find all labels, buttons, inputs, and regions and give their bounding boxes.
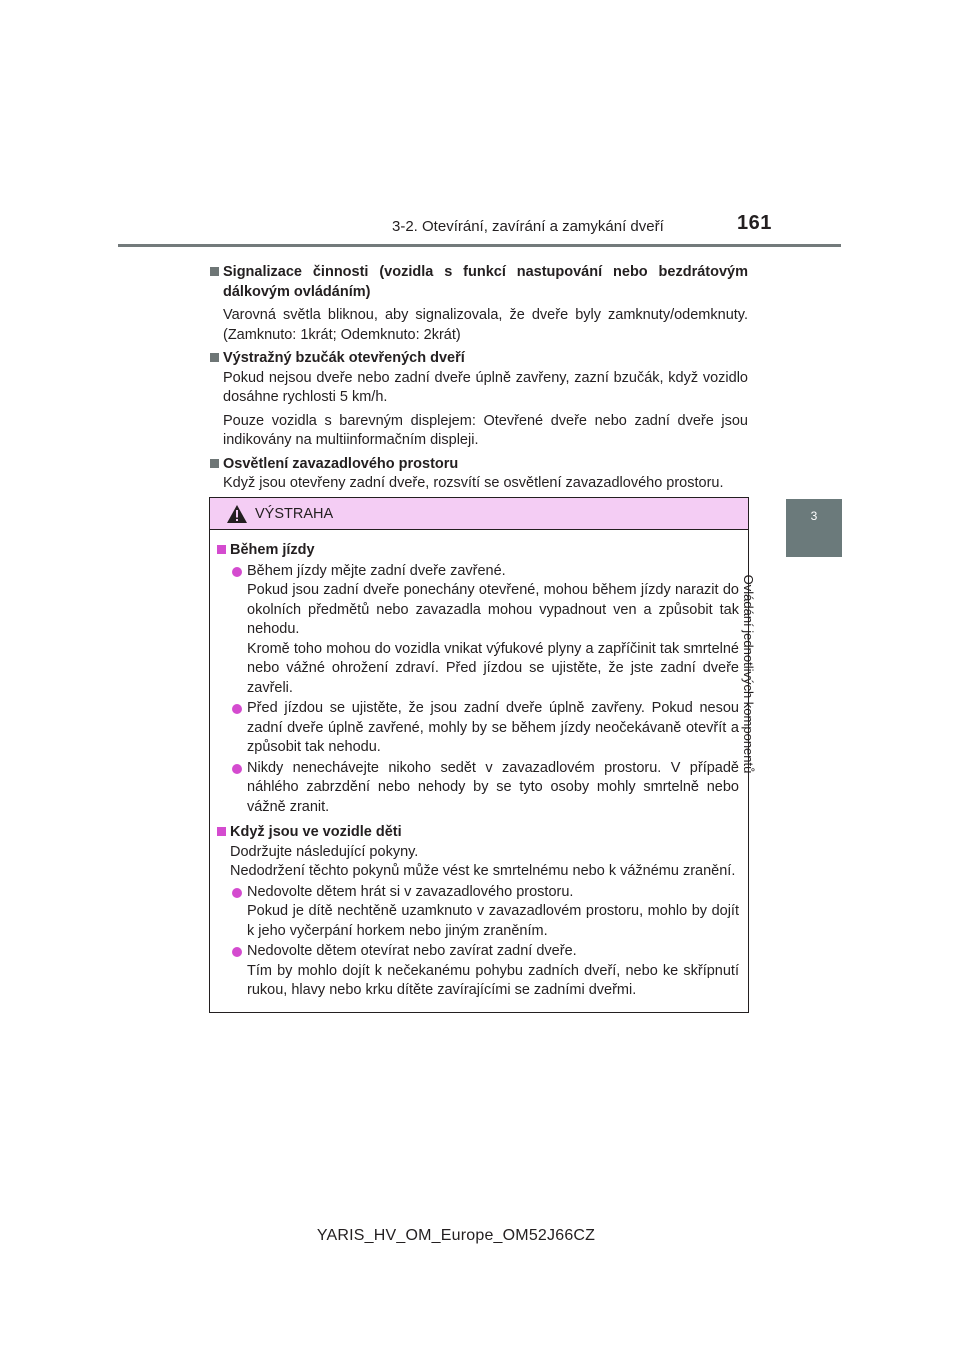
round-bullet-icon: [232, 947, 242, 957]
warning-group: [217, 843, 739, 1001]
section-header: 3-2. Otevírání, zavírání a zamykání dveří: [392, 218, 664, 235]
warning-header: [210, 498, 748, 530]
header-divider: [118, 244, 841, 247]
warning-bullet: Nikdy nenechávejte nikoho sedět v zavazadlovém prostoru. V případě náhlého zabrzdění nebo nehody by se tyto osoby mohly smrtelně nebo vážně zranit.: [230, 759, 739, 818]
paragraph: Když jsou otevřeny zadní dveře, rozsvítí se osvětlení zavazadlového prostoru.: [223, 475, 724, 491]
paragraph: Pouze vozidla s barevným displejem: Otevřené dveře nebo zadní dveře jsou indikovány na multiinformačním displeji.: [223, 412, 748, 448]
round-bullet-icon: [232, 704, 242, 714]
round-bullet-icon: [232, 764, 242, 774]
section-heading: Výstražný bzučák otevřených dveří: [210, 349, 748, 369]
paragraph: Pokud nejsou dveře nebo zadní dveře úplně zavřeny, zazní bzučák, když vozidlo dosáhne rychlosti 5 km/h.: [223, 369, 748, 405]
warning-bullet: Nedovolte dětem hrát si v zavazadlového prostoru. Pokud je dítě nechtěně uzamknuto v zavazadlovém prostoru, mohlo by dojít k jeho vyčerpání horkem nebo jiným zraněním.: [230, 883, 739, 942]
section-heading: Osvětlení zavazadlového prostoru: [210, 455, 748, 475]
main-content: [210, 263, 748, 494]
warning-title: VÝSTRAHA: [255, 506, 334, 522]
warning-intro: Dodržujte následující pokyny.: [230, 843, 419, 860]
chapter-number: 3: [810, 509, 818, 523]
square-bullet-icon: [210, 267, 219, 276]
warning-box: [209, 497, 749, 1013]
warning-body: [210, 530, 748, 1001]
square-bullet-icon: [217, 545, 226, 554]
round-bullet-icon: [232, 567, 242, 577]
document-code: YARIS_HV_OM_Europe_OM52J66CZ: [316, 1227, 596, 1244]
warning-group: [217, 562, 739, 818]
round-bullet-icon: [232, 888, 242, 898]
warning-bullet: Před jízdou se ujistěte, že jsou zadní dveře úplně zavřeny. Pokud nesou zadní dveře úplně zavřené, mohly by se během jízdy neočekávaně otevřít a způsobit tak nehodu.: [230, 699, 739, 758]
square-bullet-icon: [217, 827, 226, 836]
paragraph: Varovná světla bliknou, aby signalizovala, že dveře byly zamknuty/odemknuty. (Zamknuto: 1krát; Odemknuto: 2krát): [223, 307, 748, 343]
square-bullet-icon: [210, 353, 219, 362]
warning-bullet: Během jízdy mějte zadní dveře zavřené. Pokud jsou zadní dveře ponechány otevřené, mohou během jízdy narazit do okolních předmětů nebo zavazadla mohou vypadnout ven a způsobit tak nehodu. Kromě toho mohou do vozidla vnikat výfukové plyny a zapříčinit tak smrtelné nebo vážné ohrožení zdraví. Před jízdou se ujistěte, že jste zadní dveře zavřeli.: [230, 562, 739, 699]
warning-triangle-icon: [227, 505, 247, 523]
chapter-tab: [786, 499, 842, 557]
square-bullet-icon: [210, 459, 219, 468]
warning-group-heading: Když jsou ve vozidle děti: [217, 823, 739, 843]
chapter-title-vertical: Ovládání jednotlivých komponentů: [741, 574, 756, 774]
page-number: 161: [737, 212, 772, 234]
warning-group-heading: Během jízdy: [217, 541, 739, 561]
document-footer: [0, 1227, 960, 1245]
warning-intro: Nedodržení těchto pokynů může vést ke smrtelnému nebo k vážnému zranění.: [230, 863, 736, 879]
section-heading: Signalizace činnosti (vozidla s funkcí nastupování nebo bezdrátovým dálkovým ovládáním): [210, 263, 748, 302]
warning-bullet: Nedovolte dětem otevírat nebo zavírat zadní dveře. Tím by mohlo dojít k nečekanému pohybu zadních dveří, nebo ke skřípnutí rukou, hlavy nebo krku dítěte zavírajícími se zadními dveřmi.: [230, 942, 739, 1001]
